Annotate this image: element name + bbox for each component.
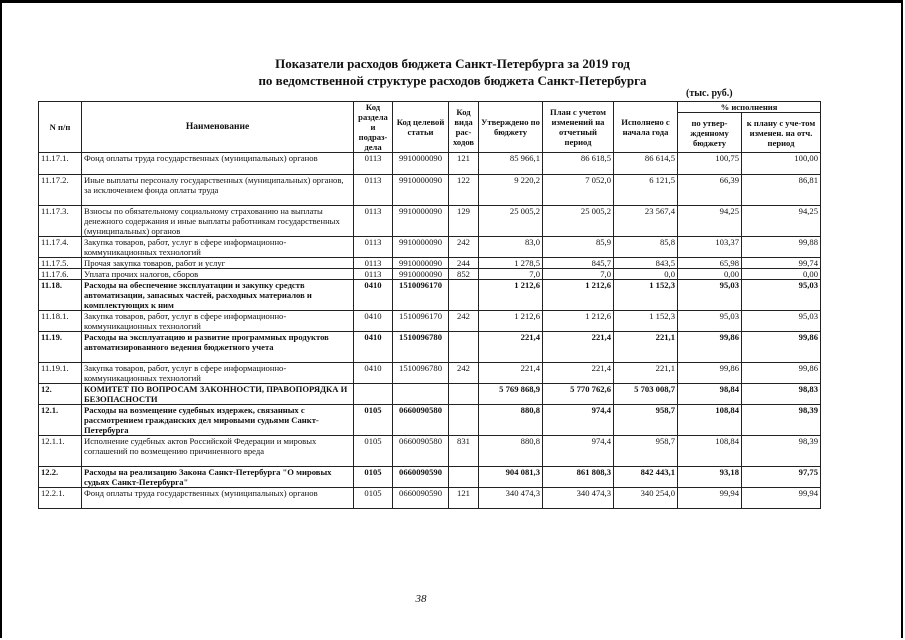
table-row xyxy=(39,175,821,206)
row-approved: 340 474,3 xyxy=(479,488,543,509)
row-executed: 843,5 xyxy=(614,258,678,269)
row-number: 11.17.3. xyxy=(39,206,82,237)
row-plan: 85,9 xyxy=(543,237,614,258)
row-target-code: 9910000090 xyxy=(393,153,449,175)
row-name: Взносы по обязательному социальному страхованию на выплаты денежного содержания и иные выплаты работникам государственных (муниципальных) органов xyxy=(82,206,354,237)
table-row xyxy=(39,153,821,175)
row-section-code: 0105 xyxy=(354,467,393,488)
row-pct-approved: 108,84 xyxy=(678,436,742,467)
row-pct-plan: 99,86 xyxy=(742,363,821,384)
budget-table xyxy=(38,101,821,509)
row-pct-approved: 99,86 xyxy=(678,363,742,384)
row-number: 12. xyxy=(39,384,82,405)
table-row xyxy=(39,258,821,269)
row-pct-approved: 99,86 xyxy=(678,332,742,363)
header-pct-approved: по утвер-жденному бюджету xyxy=(678,113,742,153)
row-kind-code xyxy=(449,405,479,436)
row-number: 11.17.4. xyxy=(39,237,82,258)
row-executed: 0,0 xyxy=(614,269,678,280)
table-row xyxy=(39,237,821,258)
row-executed: 958,7 xyxy=(614,405,678,436)
row-executed: 6 121,5 xyxy=(614,175,678,206)
row-number: 12.1. xyxy=(39,405,82,436)
table-row xyxy=(39,384,821,405)
document-title-line-2: по ведомственной структуре расходов бюджета Санкт-Петербурга xyxy=(258,73,647,88)
row-approved: 904 081,3 xyxy=(479,467,543,488)
row-number: 11.18. xyxy=(39,280,82,311)
row-name: Иные выплаты персоналу государственных (муниципальных) органов, за исключением фонда оплаты труда xyxy=(82,175,354,206)
row-kind-code: 242 xyxy=(449,363,479,384)
row-approved: 25 005,2 xyxy=(479,206,543,237)
row-kind-code: 121 xyxy=(449,153,479,175)
row-approved: 880,8 xyxy=(479,405,543,436)
row-plan: 221,4 xyxy=(543,332,614,363)
row-target-code xyxy=(393,384,449,405)
row-pct-plan: 100,00 xyxy=(742,153,821,175)
row-target-code: 0660090590 xyxy=(393,467,449,488)
row-pct-approved: 103,37 xyxy=(678,237,742,258)
row-kind-code: 831 xyxy=(449,436,479,467)
row-number: 11.17.5. xyxy=(39,258,82,269)
row-executed: 85,8 xyxy=(614,237,678,258)
table-row xyxy=(39,405,821,436)
row-plan: 1 212,6 xyxy=(543,311,614,332)
row-plan: 1 212,6 xyxy=(543,280,614,311)
row-plan: 221,4 xyxy=(543,363,614,384)
row-number: 11.17.6. xyxy=(39,269,82,280)
row-plan: 86 618,5 xyxy=(543,153,614,175)
row-name: Прочая закупка товаров, работ и услуг xyxy=(82,258,354,269)
row-target-code: 9910000090 xyxy=(393,258,449,269)
row-executed: 958,7 xyxy=(614,436,678,467)
row-target-code: 0660090580 xyxy=(393,405,449,436)
row-pct-approved: 98,84 xyxy=(678,384,742,405)
row-section-code: 0410 xyxy=(354,363,393,384)
header-kind: Код вида рас-ходов xyxy=(449,102,479,153)
row-kind-code xyxy=(449,384,479,405)
row-approved: 85 966,1 xyxy=(479,153,543,175)
row-name: Фонд оплаты труда государственных (муниципальных) органов xyxy=(82,488,354,509)
row-pct-plan: 97,75 xyxy=(742,467,821,488)
row-kind-code xyxy=(449,332,479,363)
row-plan: 974,4 xyxy=(543,436,614,467)
row-section-code: 0410 xyxy=(354,332,393,363)
row-number: 11.19. xyxy=(39,332,82,363)
row-plan: 845,7 xyxy=(543,258,614,269)
table-row xyxy=(39,488,821,509)
row-name: Закупка товаров, работ, услуг в сфере информационно-коммуникационных технологий xyxy=(82,311,354,332)
row-kind-code: 242 xyxy=(449,311,479,332)
row-name: Уплата прочих налогов, сборов xyxy=(82,269,354,280)
row-executed: 221,1 xyxy=(614,363,678,384)
row-approved: 7,0 xyxy=(479,269,543,280)
row-name: Фонд оплаты труда государственных (муниципальных) органов xyxy=(82,153,354,175)
header-approved: Утверждено по бюджету xyxy=(479,102,543,153)
unit-label: (тыс. руб.) xyxy=(686,88,733,99)
row-kind-code: 121 xyxy=(449,488,479,509)
row-kind-code xyxy=(449,467,479,488)
row-name: Расходы на обеспечение эксплуатации и закупку средств автоматизации, запасных частей, расходных материалов и комплектующих к ним xyxy=(82,280,354,311)
row-kind-code xyxy=(449,280,479,311)
row-number: 11.17.1. xyxy=(39,153,82,175)
row-name: Исполнение судебных актов Российской Федерации и мировых соглашений по возмещению причиненного вреда xyxy=(82,436,354,467)
row-pct-approved: 93,18 xyxy=(678,467,742,488)
table-row xyxy=(39,363,821,384)
row-section-code: 0113 xyxy=(354,206,393,237)
row-executed: 842 443,1 xyxy=(614,467,678,488)
table-body xyxy=(39,153,821,509)
table-row xyxy=(39,206,821,237)
row-pct-approved: 95,03 xyxy=(678,311,742,332)
row-name: КОМИТЕТ ПО ВОПРОСАМ ЗАКОННОСТИ, ПРАВОПОРЯДКА И БЕЗОПАСНОСТИ xyxy=(82,384,354,405)
row-executed: 221,1 xyxy=(614,332,678,363)
header-percent-group: % исполнения xyxy=(678,102,821,113)
row-plan: 5 770 762,6 xyxy=(543,384,614,405)
row-target-code: 0660090580 xyxy=(393,436,449,467)
row-approved: 1 212,6 xyxy=(479,311,543,332)
row-pct-approved: 0,00 xyxy=(678,269,742,280)
header-pct-plan: к плану с уче-том изменен. на отч. период xyxy=(742,113,821,153)
header-executed: Исполнено с начала года xyxy=(614,102,678,153)
table-row xyxy=(39,332,821,363)
row-approved: 221,4 xyxy=(479,363,543,384)
row-number: 11.17.2. xyxy=(39,175,82,206)
row-number: 11.19.1. xyxy=(39,363,82,384)
row-pct-plan: 99,94 xyxy=(742,488,821,509)
row-approved: 9 220,2 xyxy=(479,175,543,206)
row-pct-approved: 94,25 xyxy=(678,206,742,237)
row-kind-code: 852 xyxy=(449,269,479,280)
row-name: Закупка товаров, работ, услуг в сфере информационно-коммуникационных технологий xyxy=(82,237,354,258)
row-executed: 23 567,4 xyxy=(614,206,678,237)
row-target-code: 9910000090 xyxy=(393,175,449,206)
row-pct-plan: 94,25 xyxy=(742,206,821,237)
row-executed: 1 152,3 xyxy=(614,311,678,332)
row-name: Расходы на эксплуатацию и развитие программных продуктов автоматизированного ведения бюджетного учета xyxy=(82,332,354,363)
row-plan: 340 474,3 xyxy=(543,488,614,509)
row-kind-code: 129 xyxy=(449,206,479,237)
row-name: Закупка товаров, работ, услуг в сфере информационно-коммуникационных технологий xyxy=(82,363,354,384)
row-number: 12.1.1. xyxy=(39,436,82,467)
row-pct-plan: 99,74 xyxy=(742,258,821,269)
row-kind-code: 244 xyxy=(449,258,479,269)
row-name: Расходы на возмещение судебных издержек, связанных с рассмотрением гражданских дел мировыми судьями Санкт-Петербурга xyxy=(82,405,354,436)
document-title-line-1: Показатели расходов бюджета Санкт-Петербурга за 2019 год xyxy=(275,56,630,71)
row-plan: 25 005,2 xyxy=(543,206,614,237)
row-section-code: 0113 xyxy=(354,269,393,280)
row-section-code: 0105 xyxy=(354,405,393,436)
row-pct-plan: 95,03 xyxy=(742,311,821,332)
row-kind-code: 242 xyxy=(449,237,479,258)
row-pct-approved: 95,03 xyxy=(678,280,742,311)
row-pct-plan: 0,00 xyxy=(742,269,821,280)
row-plan: 974,4 xyxy=(543,405,614,436)
header-n: N п/п xyxy=(39,102,82,153)
row-approved: 5 769 868,9 xyxy=(479,384,543,405)
row-pct-approved: 108,84 xyxy=(678,405,742,436)
row-section-code: 0113 xyxy=(354,258,393,269)
row-target-code: 9910000090 xyxy=(393,206,449,237)
row-section-code: 0410 xyxy=(354,280,393,311)
row-executed: 5 703 008,7 xyxy=(614,384,678,405)
table-row xyxy=(39,467,821,488)
row-approved: 880,8 xyxy=(479,436,543,467)
row-pct-plan: 99,86 xyxy=(742,332,821,363)
row-section-code: 0113 xyxy=(354,153,393,175)
row-number: 11.18.1. xyxy=(39,311,82,332)
row-section-code: 0113 xyxy=(354,175,393,206)
row-plan: 7 052,0 xyxy=(543,175,614,206)
table-row xyxy=(39,311,821,332)
row-executed: 86 614,5 xyxy=(614,153,678,175)
page-number: 38 xyxy=(415,593,427,605)
row-pct-plan: 99,88 xyxy=(742,237,821,258)
row-pct-plan: 86,81 xyxy=(742,175,821,206)
row-section-code: 0113 xyxy=(354,237,393,258)
row-target-code: 1510096780 xyxy=(393,332,449,363)
row-pct-plan: 95,03 xyxy=(742,280,821,311)
row-kind-code: 122 xyxy=(449,175,479,206)
header-target: Код целевой статьи xyxy=(393,102,449,153)
row-pct-plan: 98,39 xyxy=(742,405,821,436)
row-number: 12.2.1. xyxy=(39,488,82,509)
row-section-code: 0410 xyxy=(354,311,393,332)
row-plan: 7,0 xyxy=(543,269,614,280)
header-section: Код раздела и подраз-дела xyxy=(354,102,393,153)
row-approved: 83,0 xyxy=(479,237,543,258)
row-number: 12.2. xyxy=(39,467,82,488)
row-approved: 1 278,5 xyxy=(479,258,543,269)
header-plan: План с учетом изменений на отчетный период xyxy=(543,102,614,153)
row-pct-plan: 98,39 xyxy=(742,436,821,467)
row-target-code: 1510096170 xyxy=(393,311,449,332)
row-pct-approved: 66,39 xyxy=(678,175,742,206)
row-section-code xyxy=(354,384,393,405)
row-name: Расходы на реализацию Закона Санкт-Петербурга "О мировых судьях Санкт-Петербурга" xyxy=(82,467,354,488)
row-pct-plan: 98,83 xyxy=(742,384,821,405)
table-row xyxy=(39,436,821,467)
row-target-code: 1510096170 xyxy=(393,280,449,311)
row-executed: 340 254,0 xyxy=(614,488,678,509)
header-name: Наименование xyxy=(82,102,354,153)
row-target-code: 9910000090 xyxy=(393,237,449,258)
row-section-code: 0105 xyxy=(354,488,393,509)
row-approved: 221,4 xyxy=(479,332,543,363)
row-executed: 1 152,3 xyxy=(614,280,678,311)
row-target-code: 9910000090 xyxy=(393,269,449,280)
row-pct-approved: 99,94 xyxy=(678,488,742,509)
table-row xyxy=(39,269,821,280)
row-pct-approved: 100,75 xyxy=(678,153,742,175)
row-pct-approved: 65,98 xyxy=(678,258,742,269)
row-approved: 1 212,6 xyxy=(479,280,543,311)
row-section-code: 0105 xyxy=(354,436,393,467)
row-target-code: 1510096780 xyxy=(393,363,449,384)
table-row xyxy=(39,280,821,311)
row-target-code: 0660090590 xyxy=(393,488,449,509)
row-plan: 861 808,3 xyxy=(543,467,614,488)
